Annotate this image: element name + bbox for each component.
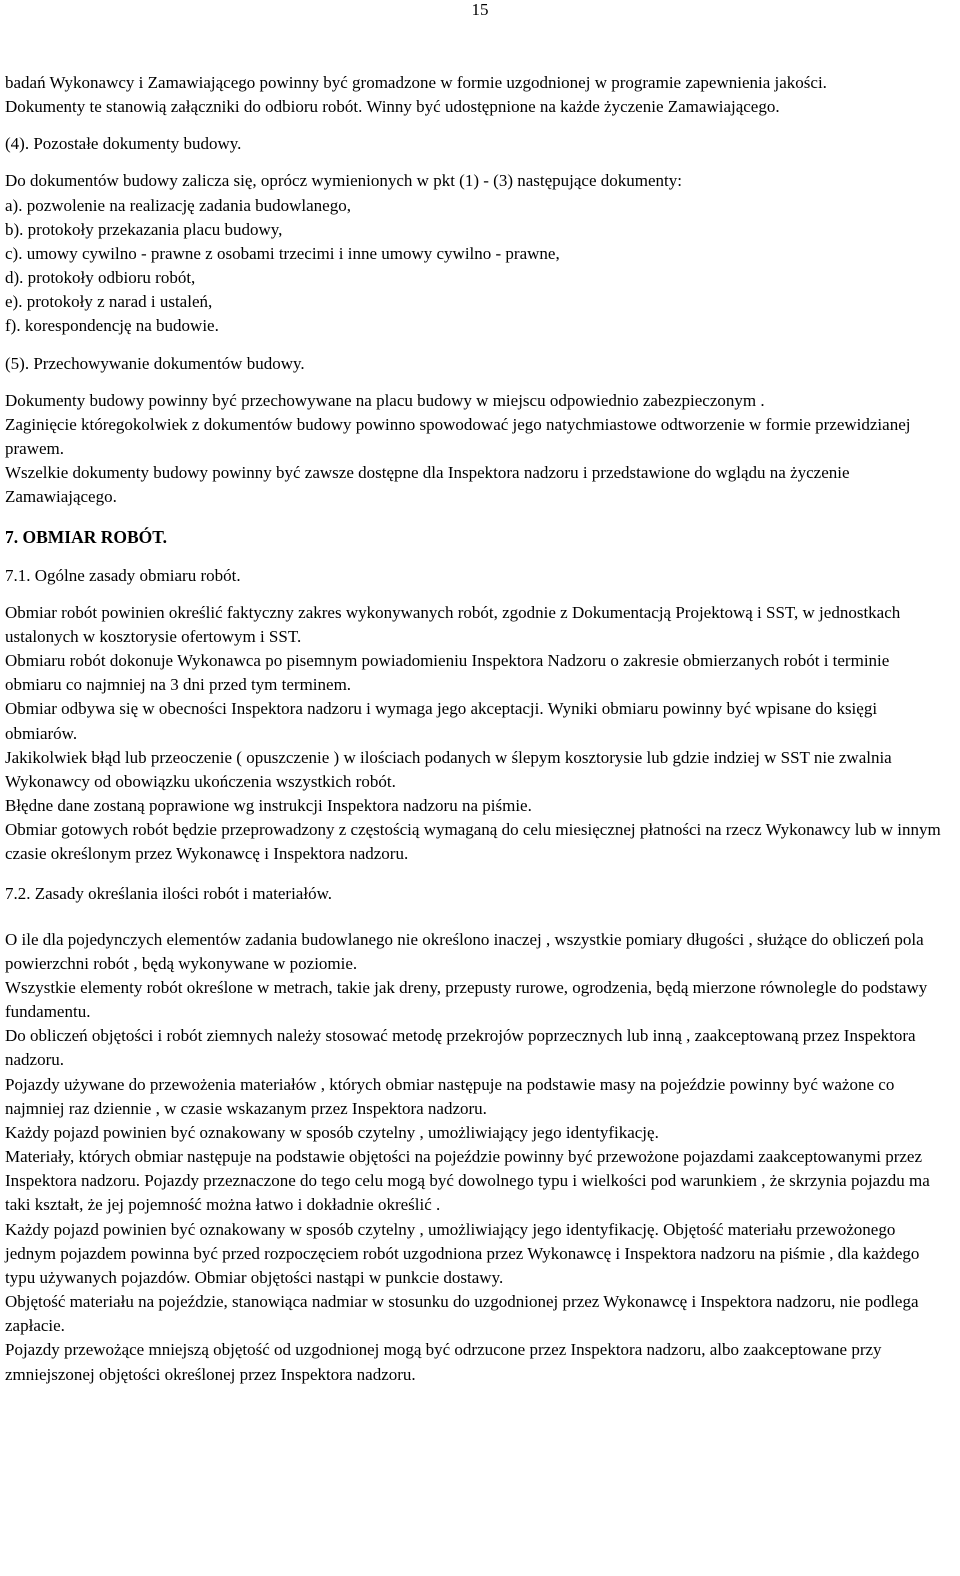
list-item: c). umowy cywilno - prawne z osobami trzecimi i inne umowy cywilno - prawne, <box>5 243 560 263</box>
chapter-heading: 7. OBMIAR ROBÓT. <box>5 526 168 547</box>
paragraph: Obmiaru robót dokonuje Wykonawca po pisemnym powiadomieniu Inspektora Nadzoru o zakresie obmierzanych robót i terminie obmiaru co najmniej na 3 dni przed tym terminem. <box>5 651 890 695</box>
paragraph: Obmiar robót powinien określić faktyczny zakres wykonywanych robót, zgodnie z Dokumentacją Projektową i SST, w jednostkach ustalonych w kosztorysie ofertowym i SST. <box>5 602 901 646</box>
paragraph: Każdy pojazd powinien być oznakowany w sposób czytelny , umożliwiający jego identyfikację. Objętość materiału przewożonego jednym pojazdem powinna być przed rozpoczęciem robót uzgodniona przez Wykonawcę i Inspektora nadzoru na piśmie , dla każdego typu używanych pojazdów. Obmiar objętości nastąpi w punkcie dostawy. <box>5 1219 920 1287</box>
paragraph: Jakikolwiek błąd lub przeoczenie ( opuszczenie ) w ilościach podanych w ślepym kosztorysie lub gdzie indziej w SST nie zwalnia Wykonawcy od obowiązku ukończenia wszystkich robót. <box>5 747 892 791</box>
paragraph: Pojazdy używane do przewożenia materiałów , których obmiar następuje na podstawie masy na pojeździe powinny być ważone co najmniej raz dziennie , w czasie wskazanym przez Inspektora nadzoru. <box>5 1074 895 1118</box>
paragraph: Każdy pojazd powinien być oznakowany w sposób czytelny , umożliwiający jego identyfikację. <box>5 1122 659 1142</box>
section-heading: 7.1. Ogólne zasady obmiaru robót. <box>5 565 241 585</box>
paragraph: Błędne dane zostaną poprawione wg instrukcji Inspektora nadzoru na piśmie. <box>5 796 532 816</box>
paragraph: Dokumenty te stanowią załączniki do odbioru robót. Winny być udostępnione na każde życzenie Zamawiającego. <box>5 97 780 117</box>
paragraph: Do dokumentów budowy zalicza się, oprócz wymienionych w pkt (1) - (3) następujące dokumenty: <box>5 171 682 191</box>
paragraph: Pojazdy przewożące mniejszą objętość od uzgodnionej mogą być odrzucone przez Inspektora nadzoru, albo zaakceptowane przy zmniejszonej objętości określonej przez Inspektora nadzoru. <box>5 1340 882 1384</box>
section-heading: 7.2. Zasady określania ilości robót i materiałów. <box>5 883 333 903</box>
paragraph: O ile dla pojedynczych elementów zadania budowlanego nie określono inaczej , wszystkie pomiary długości , służące do obliczeń pola powierzchni robót , będą wykonywane w poziomie. <box>5 929 924 973</box>
paragraph: Objętość materiału na pojeździe, stanowiąca nadmiar w stosunku do uzgodnionej przez Wykonawcę i Inspektora nadzoru, nie podlega zapłacie. <box>5 1292 919 1336</box>
paragraph: Wszelkie dokumenty budowy powinny być zawsze dostępne dla Inspektora nadzoru i przedstawione do wglądu na życzenie Zamawiającego. <box>5 463 850 507</box>
paragraph: badań Wykonawcy i Zamawiającego powinny być gromadzone w formie uzgodnionej w programie zapewnienia jakości. <box>5 73 827 92</box>
document-body <box>5 71 950 1387</box>
paragraph: Materiały, których obmiar następuje na podstawie objętości na pojeździe powinny być przewożone pojazdami zaakceptowanymi przez Inspektora nadzoru. Pojazdy przeznaczone do tego celu mogą być dowolnego typu i wielkości pod warunkiem , że skrzynia pojazdu ma taki kształt, że jej pojemność można łatwo i dokładnie określić . <box>5 1147 930 1215</box>
list-item: e). protokoły z narad i ustaleń, <box>5 292 213 312</box>
paragraph: Do obliczeń objętości i robót ziemnych należy stosować metodę przekrojów poprzecznych lub inną , zaakceptowaną przez Inspektora nadzoru. <box>5 1026 916 1070</box>
paragraph: Zaginięcie któregokolwiek z dokumentów budowy powinno spowodować jego natychmiastowe odtworzenie w formie przewidzianej prawem. <box>5 414 911 459</box>
paragraph: Dokumenty budowy powinny być przechowywane na placu budowy w miejscu odpowiednio zabezpieczonym . <box>5 390 765 410</box>
section-heading: (5). Przechowywanie dokumentów budowy. <box>5 353 305 373</box>
list-item: a). pozwolenie na realizację zadania budowlanego, <box>5 195 351 215</box>
paragraph: Obmiar odbywa się w obecności Inspektora nadzoru i wymaga jego akceptacji. Wyniki obmiaru powinny być wpisane do księgi obmiarów. <box>5 699 878 743</box>
paragraph: Wszystkie elementy robót określone w metrach, takie jak dreny, przepusty rurowe, ogrodzenia, będą mierzone równolegle do podstawy fundamentu. <box>5 978 928 1022</box>
list-item: d). protokoły odbioru robót, <box>5 268 196 288</box>
list-item: b). protokoły przekazania placu budowy, <box>5 219 283 239</box>
paragraph: Obmiar gotowych robót będzie przeprowadzony z częstością wymaganą do celu miesięcznej płatności na rzecz Wykonawcy lub w innym czasie określonym przez Wykonawcę i Inspektora nadzoru. <box>5 820 941 864</box>
list-item: f). korespondencję na budowie. <box>5 316 219 336</box>
page-number: 15 <box>471 0 489 19</box>
section-heading: (4). Pozostałe dokumenty budowy. <box>5 134 242 154</box>
